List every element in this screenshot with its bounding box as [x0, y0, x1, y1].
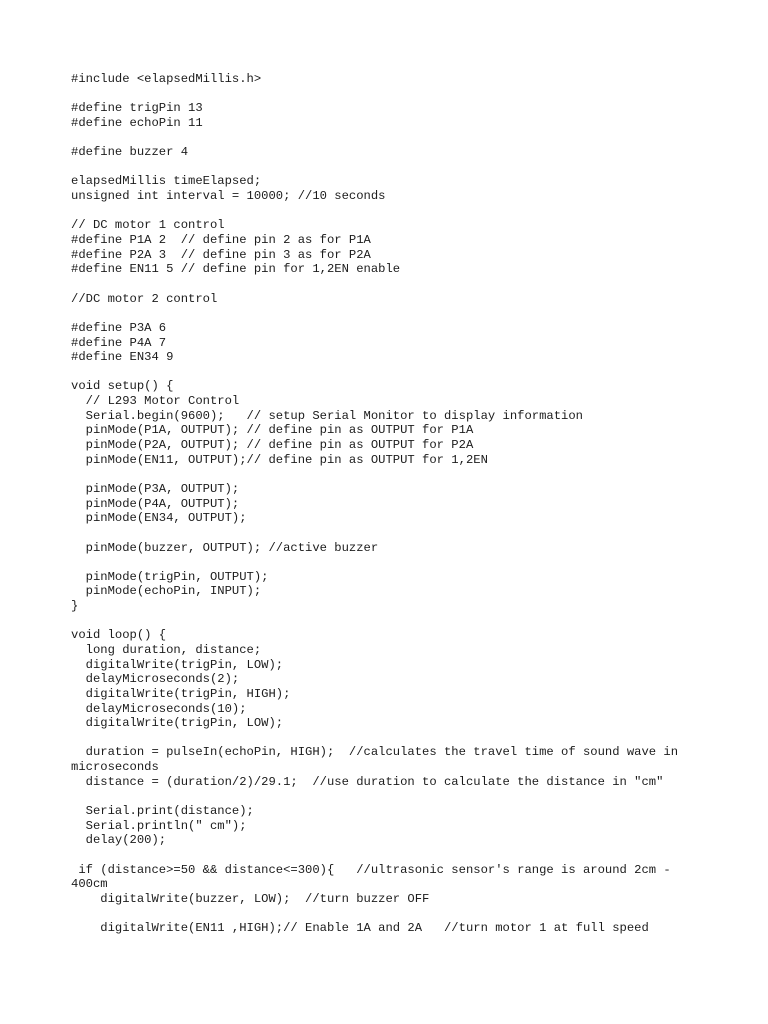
code-line: #define P3A 6: [71, 320, 167, 335]
code-blank-line: [71, 87, 678, 102]
code-line: Serial.println(" cm");: [71, 818, 247, 833]
code-line: pinMode(buzzer, OUTPUT); //active buzzer: [71, 540, 379, 555]
code-line: delayMicroseconds(2);: [71, 672, 240, 687]
code-blank-line: [71, 277, 678, 292]
code-line: Serial.begin(9600); // setup Serial Monitor to display information: [71, 408, 583, 423]
code-line: pinMode(EN34, OUTPUT);: [71, 511, 247, 526]
code-line: pinMode(P1A, OUTPUT); // define pin as OUTPUT for P1A: [71, 423, 474, 438]
code-line: if (distance>=50 && distance<=300){ //ultrasonic sensor's range is around 2cm -: [71, 862, 671, 877]
code-line: pinMode(trigPin, OUTPUT);: [71, 569, 269, 584]
code-line: digitalWrite(EN11 ,HIGH);// Enable 1A and 2A //turn motor 1 at full speed: [71, 921, 649, 936]
code-blank-line: [71, 526, 678, 541]
code-line: #define buzzer 4: [71, 145, 189, 160]
code-blank-line: [71, 907, 678, 922]
code-line: #define P1A 2 // define pin 2 as for P1A: [71, 233, 371, 248]
code-line: #define EN11 5 // define pin for 1,2EN enable: [71, 262, 401, 277]
code-line: long duration, distance;: [71, 642, 262, 657]
code-line: unsigned int interval = 10000; //10 seconds: [71, 189, 386, 204]
code-line: }: [71, 599, 79, 614]
code-blank-line: [71, 131, 678, 146]
code-line: // DC motor 1 control: [71, 218, 225, 233]
code-blank-line: [71, 731, 678, 746]
code-blank-line: [71, 204, 678, 219]
code-line: digitalWrite(trigPin, LOW);: [71, 657, 284, 672]
code-line: 400cm: [71, 877, 108, 892]
code-line: digitalWrite(buzzer, LOW); //turn buzzer OFF: [71, 891, 430, 906]
code-line: pinMode(P2A, OUTPUT); // define pin as OUTPUT for P2A: [71, 438, 474, 453]
code-line: #define trigPin 13: [71, 101, 203, 116]
code-line: pinMode(echoPin, INPUT);: [71, 584, 262, 599]
code-line: delay(200);: [71, 833, 167, 848]
code-blank-line: [71, 306, 678, 321]
code-line: microseconds: [71, 760, 159, 775]
code-blank-line: [71, 614, 678, 629]
code-blank-line: [71, 160, 678, 175]
code-line: pinMode(EN11, OUTPUT);// define pin as OUTPUT for 1,2EN: [71, 452, 488, 467]
code-line: #include <elapsedMillis.h>: [71, 72, 262, 86]
code-line: duration = pulseIn(echoPin, HIGH); //calculates the travel time of sound wave in: [71, 745, 679, 760]
code-line: #define EN34 9: [71, 350, 174, 365]
code-listing: [71, 72, 678, 936]
code-line: pinMode(P3A, OUTPUT);: [71, 481, 240, 496]
code-blank-line: [71, 555, 678, 570]
code-line: digitalWrite(trigPin, LOW);: [71, 716, 284, 731]
code-blank-line: [71, 789, 678, 804]
code-line: digitalWrite(trigPin, HIGH);: [71, 686, 291, 701]
code-blank-line: [71, 467, 678, 482]
code-line: distance = (duration/2)/29.1; //use duration to calculate the distance in "cm": [71, 774, 664, 789]
code-line: Serial.print(distance);: [71, 804, 254, 819]
code-line: #define P4A 7: [71, 335, 167, 350]
code-line: void loop() {: [71, 628, 167, 643]
code-line: #define echoPin 11: [71, 115, 203, 130]
code-line: //DC motor 2 control: [71, 291, 218, 306]
code-line: pinMode(P4A, OUTPUT);: [71, 496, 240, 511]
code-line: // L293 Motor Control: [71, 394, 240, 409]
code-line: void setup() {: [71, 379, 174, 394]
code-line: delayMicroseconds(10);: [71, 701, 247, 716]
code-line: elapsedMillis timeElapsed;: [71, 174, 262, 189]
code-line: #define P2A 3 // define pin 3 as for P2A: [71, 247, 371, 262]
code-blank-line: [71, 365, 678, 380]
code-blank-line: [71, 848, 678, 863]
